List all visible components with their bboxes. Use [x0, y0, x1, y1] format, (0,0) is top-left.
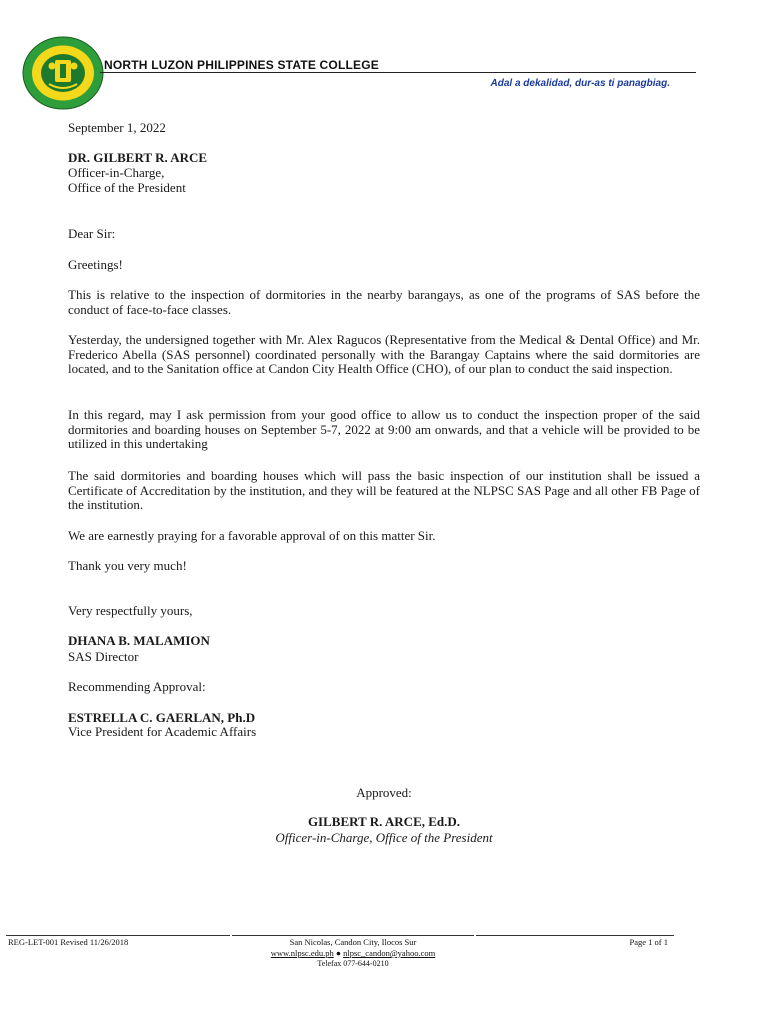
paragraph-5: We are earnestly praying for a favorable approval of on this matter Sir.	[68, 528, 436, 543]
footer-website-link[interactable]: www.nlpsc.edu.ph	[270, 948, 334, 958]
form-code: REG-LET-001 Revised 11/26/2018	[8, 937, 129, 947]
footer-address: San Nicolas, Candon City, Ilocos Sur	[289, 937, 417, 947]
paragraph-1: This is relative to the inspection of dormitories in the nearby barangays, as one of the programs of SAS before the conduct of face-to-face classes.	[68, 287, 700, 317]
footer-rule-center	[232, 935, 474, 936]
paragraph-2: Yesterday, the undersigned together with Mr. Alex Ragucos (Representative from the Medical & Dental Office) and Mr. Frederico Abella (SAS personnel) coordinated personally with the Barangay Captains where the said dormitories are located, and to the Sanitation office at Candon City Health Office (CHO), of our plan to conduct the said inspection.	[68, 332, 700, 376]
footer-telefax: Telefax 077-644-0210	[317, 959, 389, 968]
letter-date: September 1, 2022	[68, 120, 166, 135]
paragraph-4: The said dormitories and boarding houses which will pass the basic inspection of our institution shall be issued a Certificate of Accreditation by the institution, and they will be featured at the NLPSC SAS Page and all other FB Page of the institution.	[68, 468, 700, 512]
recommender-name: ESTRELLA C. GAERLAN, Ph.D	[68, 710, 256, 725]
recipient-office: Office of the President	[68, 180, 186, 195]
footer-rule-left	[6, 935, 230, 936]
paragraph-6: Thank you very much!	[68, 558, 187, 573]
approver-name: GILBERT R. ARCE, Ed.D.	[307, 814, 461, 829]
footer-email-link[interactable]: nlpsc_candon@yahoo.com	[343, 948, 436, 958]
college-name: NORTH LUZON PHILIPPINES STATE COLLEGE	[104, 58, 379, 72]
page-number: Page 1 of 1	[629, 937, 668, 947]
approved-label: Approved:	[356, 785, 412, 800]
approver-title: Officer-in-Charge, Office of the President	[275, 830, 493, 845]
header-rule	[100, 72, 696, 73]
footer-rule-right	[476, 935, 674, 936]
signatory-title: SAS Director	[68, 649, 139, 664]
recipient-title: Officer-in-Charge,	[68, 165, 165, 180]
recommending-label: Recommending Approval:	[68, 679, 206, 694]
college-seal-logo	[22, 36, 104, 110]
salutation: Dear Sir:	[68, 226, 116, 241]
closing: Very respectfully yours,	[68, 603, 193, 618]
greeting: Greetings!	[68, 257, 123, 272]
paragraph-3: In this regard, may I ask permission from your good office to allow us to conduct the inspection proper of the said dormitories and boarding houses on September 5-7, 2022 at 9:00 am onwards, and that a vehicle will be provided to be utilized in this undertaking	[68, 407, 700, 451]
college-tagline: Adal a dekalidad, dur-as ti panagbiag.	[490, 78, 670, 89]
signatory-name: DHANA B. MALAMION	[68, 633, 210, 648]
recipient-name: DR. GILBERT R. ARCE	[68, 150, 208, 165]
footer-bullet: ●	[335, 948, 341, 958]
footer-contact-line	[232, 948, 474, 958]
recommender-title: Vice President for Academic Affairs	[68, 724, 257, 739]
